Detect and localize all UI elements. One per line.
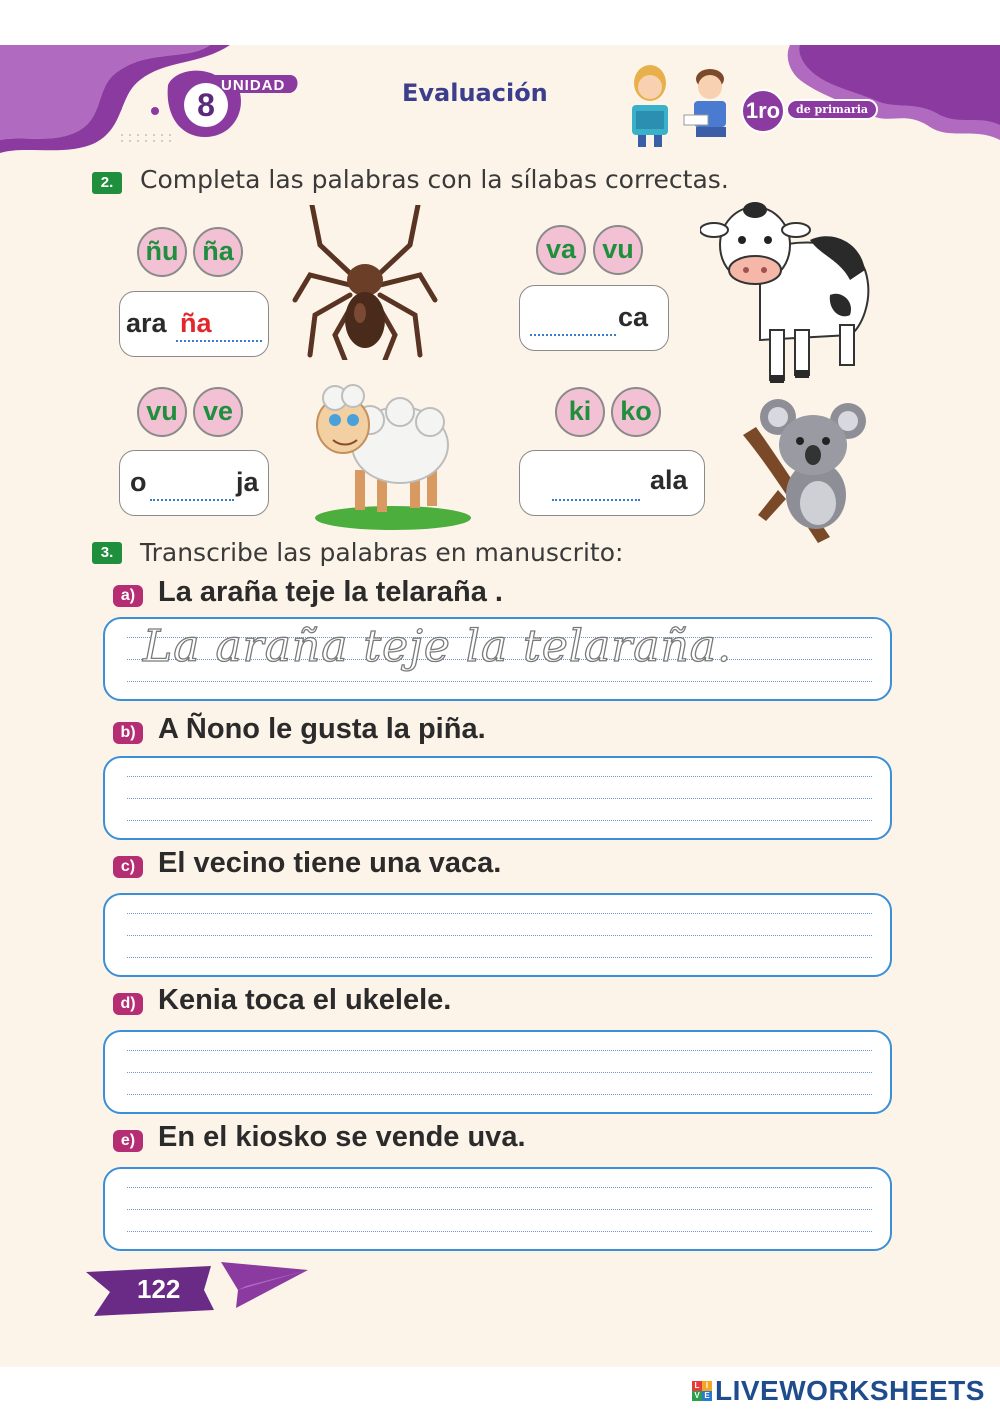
liveworksheets-logo: [692, 1376, 985, 1406]
item-sentence-c: El vecino tiene una vaca.: [158, 847, 502, 879]
grade-number: 1ro: [741, 89, 785, 133]
grade-label: de primaria: [786, 99, 878, 120]
brand-name: LIVEWORKSHEETS: [715, 1375, 985, 1406]
worksheet-page: [0, 45, 1000, 1367]
handwritten-answer-a: La araña teje la telaraña.: [143, 621, 733, 672]
koala-icon: [738, 395, 868, 545]
word-prefix: ara: [126, 308, 167, 338]
syllable-option[interactable]: ñu: [137, 227, 187, 277]
page-title: Evaluación: [402, 79, 548, 107]
answer-blank[interactable]: [552, 499, 640, 501]
spider-icon: [290, 205, 440, 360]
page-number: 122: [137, 1274, 181, 1304]
word-suffix: ca: [618, 302, 649, 332]
answer-blank[interactable]: [150, 499, 234, 501]
syllable-option[interactable]: va: [536, 225, 586, 275]
item-sentence-a: La araña teje la telaraña .: [158, 576, 503, 608]
syllable-option[interactable]: vu: [593, 225, 643, 275]
syllable-option[interactable]: vu: [137, 387, 187, 437]
item-letter-c: c): [113, 856, 143, 878]
word-box-koala: [519, 450, 705, 516]
handwriting-box-e[interactable]: [103, 1167, 892, 1251]
handwriting-box-c[interactable]: [103, 893, 892, 977]
item-sentence-b: A Ñono le gusta la piña.: [158, 713, 486, 745]
word-box-arana: [119, 291, 269, 357]
unit-number: 8: [184, 83, 228, 127]
answer-blank[interactable]: [530, 334, 616, 336]
brand-icon: L I V E: [692, 1381, 712, 1401]
syllable-option[interactable]: ko: [611, 387, 661, 437]
sheep-icon: [305, 370, 475, 530]
handwriting-box-b[interactable]: [103, 756, 892, 840]
item-letter-d: d): [113, 993, 143, 1015]
word-suffix: ala: [650, 465, 688, 495]
unit-label: UNIDAD: [221, 77, 286, 94]
syllable-option[interactable]: ki: [555, 387, 605, 437]
item-letter-b: b): [113, 722, 143, 744]
handwriting-box-d[interactable]: [103, 1030, 892, 1114]
item-letter-e: e): [113, 1130, 143, 1152]
page-banner: [86, 1260, 311, 1320]
answer-blank[interactable]: [176, 340, 262, 342]
word-suffix: ja: [236, 467, 259, 497]
section-2-title: Completa las palabras con la sílabas correctas.: [140, 165, 729, 194]
kids-reading-icon: [622, 55, 742, 150]
section-2-number: 2.: [92, 172, 122, 194]
syllable-option[interactable]: ve: [193, 387, 243, 437]
item-letter-a: a): [113, 585, 143, 607]
section-3-title: Transcribe las palabras en manuscrito:: [140, 538, 624, 567]
syllable-option[interactable]: ña: [193, 227, 243, 277]
cow-icon: [700, 200, 880, 390]
item-sentence-e: En el kiosko se vende uva.: [158, 1121, 526, 1153]
answer-filled[interactable]: ña: [180, 308, 212, 338]
word-prefix: o: [130, 467, 147, 497]
handwriting-box-a[interactable]: [103, 617, 892, 701]
item-sentence-d: Kenia toca el ukelele.: [158, 984, 452, 1016]
section-3-number: 3.: [92, 542, 122, 564]
word-box-oveja: [119, 450, 269, 516]
word-box-vaca: [519, 285, 669, 351]
